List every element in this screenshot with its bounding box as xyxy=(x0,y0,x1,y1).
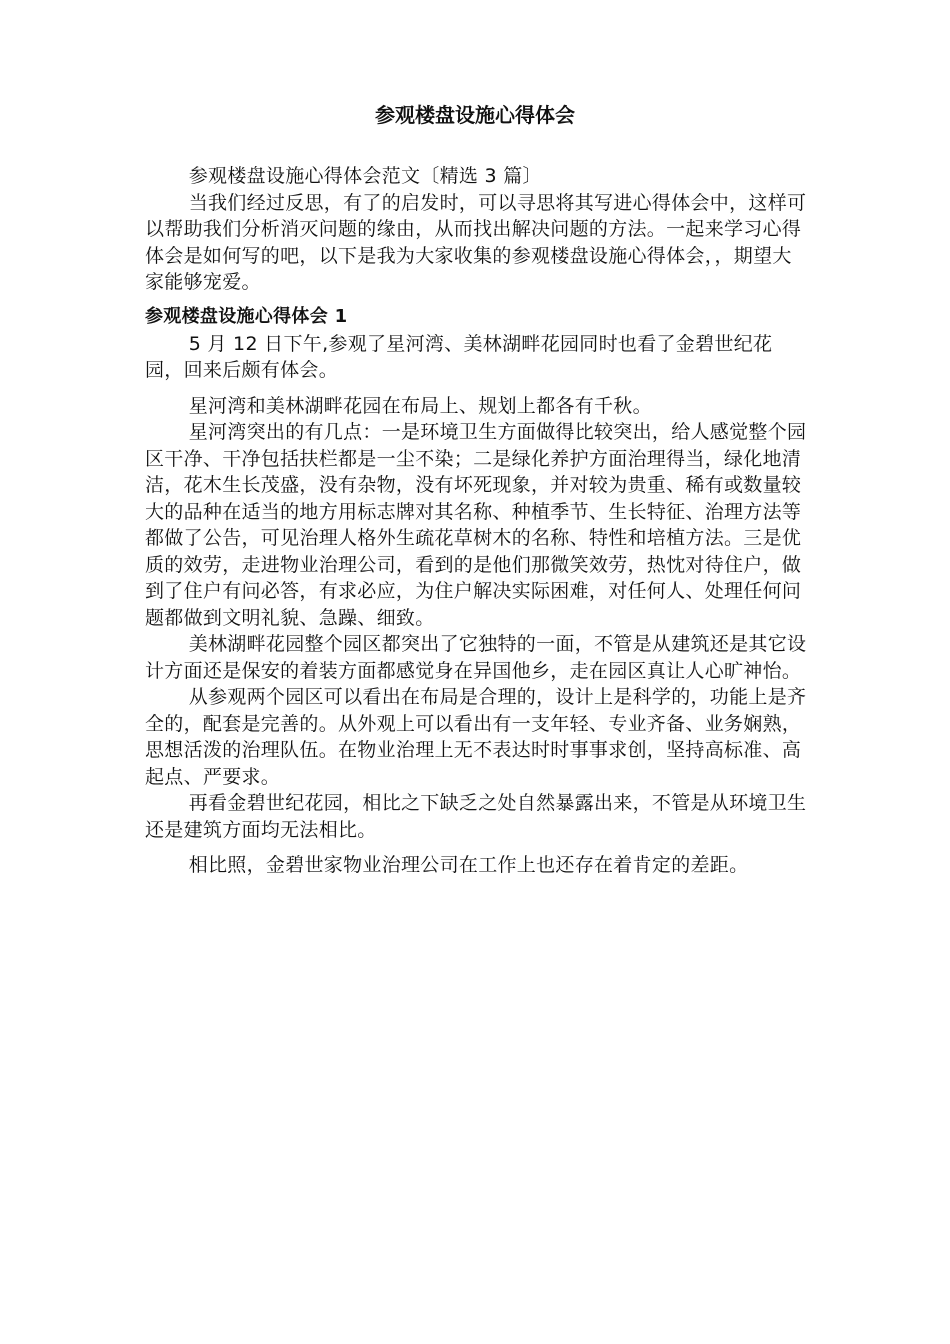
paragraph-meilin: 美林湖畔花园整个园区都突出了它独特的一面，不管是从建筑还是其它设计方面还是保安的着装方面都感觉身在异国他乡，走在园区真让人心旷神怡。 xyxy=(145,633,807,682)
paragraph-conclusion: 相比照，金碧世家物业治理公司在工作上也还存在着肯定的差距。 xyxy=(188,854,749,876)
paragraph-jinbi: 再看金碧世纪花园，相比之下缺乏之处自然暴露出来，不管是从环境卫生还是建筑方面均无法相比。 xyxy=(145,792,807,841)
intro-paragraph: 当我们经过反思，有了的启发时，可以寻思将其写进心得体会中，这样可以帮助我们分析消灭问题的缘由，从而找出解决问题的方法。一起来学习心得体会是如何写的吧，以下是我为大家收集的参观楼盘设施心得体会，，期望大家能够宠爱。 xyxy=(145,191,807,293)
document-title: 参观楼盘设施心得体会 xyxy=(375,103,575,127)
paragraph-xinghewan: 星河湾突出的有几点：一是环境卫生方面做得比较突出，给人感觉整个园区干净、干净包括扶栏都是一尘不染；二是绿化养护方面治理得当，绿化地清洁，花木生长茂盛，没有杂物，没有坏死现象，并对较为贵重、稀有或数量较大的品种在适当的地方用标志牌对其名称、种植季节、生长特征、治理方法等都做了公告，可见治理人格外生疏花草树木的名称、特性和培植方法。三是优质的效劳，走进物业治理公司，看到的是他们那微笑效劳，热忱对待住户，做到了住户有问必答，有求必应，为住户解决实际困难，对任何人、处理任何问题都做到文明礼貌、急躁、细致。 xyxy=(145,421,807,629)
paragraph-layout: 星河湾和美林湖畔花园在布局上、规划上都各有千秋。 xyxy=(188,394,652,417)
section-heading: 参观楼盘设施心得体会 1 xyxy=(145,305,348,327)
paragraph-date: 5 月 12 日下午,参观了星河湾、美林湖畔花园同时也看了金碧世纪花园，回来后颇有体会。 xyxy=(145,332,773,381)
paragraph-comparison: 从参观两个园区可以看出在布局是合理的，设计上是科学的，功能上是齐全的，配套是完善的。从外观上可以看出有一支年轻、专业齐备、业务娴熟，思想活泼的治理队伍。在物业治理上无不表达时时事事求创，坚持高标准、高起点、严要求。 xyxy=(145,686,807,788)
document-body xyxy=(145,163,810,879)
subtitle: 参观楼盘设施心得体会范文〔精选 3 篇〕 xyxy=(188,165,542,187)
